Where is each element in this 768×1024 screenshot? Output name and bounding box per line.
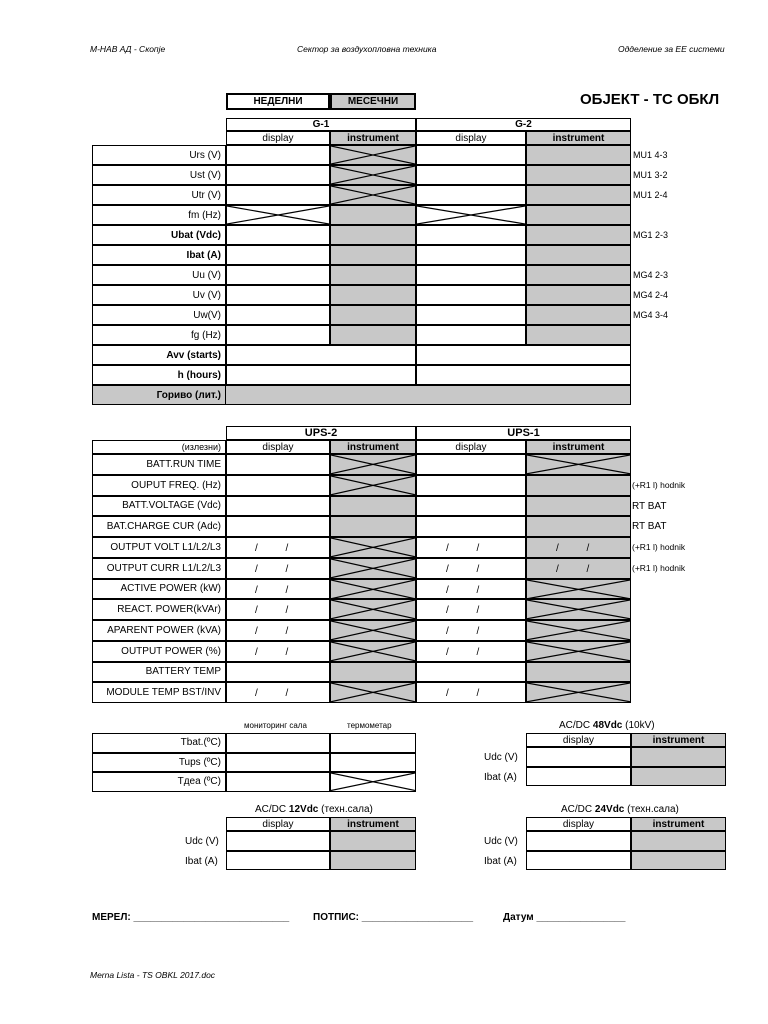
acdc-title-suffix: (техн.сала) [624, 804, 679, 815]
g2-instrument-cell [526, 305, 631, 325]
g2-instrument-cell [526, 145, 631, 165]
g1-instrument-cell [330, 245, 416, 265]
ups2-instrument-cell [330, 558, 416, 579]
acdc-title-prefix: AC/DC [255, 804, 289, 815]
g2-value-cell [416, 365, 631, 385]
g1-display-header: display [226, 131, 330, 145]
g1-instrument-cell [330, 225, 416, 245]
slash-separator: / / [556, 543, 590, 554]
g1-instrument-cell [330, 165, 416, 185]
slash-separator: / / [446, 563, 480, 575]
acdc-title-voltage: 48Vdc [592, 720, 623, 731]
signature-datum: Датум ________________ [503, 912, 626, 923]
acdc12-display-cell [226, 851, 330, 871]
acdc48-display-cell [526, 747, 631, 767]
period-monthly: МЕСЕЧНИ [330, 93, 416, 110]
acdc12-instrument-cell [330, 831, 416, 851]
ups2-header: UPS-2 [226, 426, 416, 440]
g1-instrument-cell [330, 185, 416, 205]
signature-potpis: ПОТПИС: ____________________ [313, 912, 474, 923]
g2-display-cell [416, 305, 526, 325]
gen-row-label: Uw(V) [92, 305, 226, 325]
acdc-title-prefix: AC/DC [561, 804, 595, 815]
gen-row-label: h (hours) [92, 365, 226, 385]
g1-display-cell [226, 305, 330, 325]
slash-separator: / / [255, 688, 289, 700]
g1-display-cell [226, 265, 330, 285]
g2-instrument-cell [526, 285, 631, 305]
g2-instrument-header: instrument [526, 131, 631, 145]
acdc12-instrument-cell [330, 851, 416, 871]
slash-separator: / / [255, 543, 289, 554]
acdc48-display-header: display [526, 733, 631, 747]
ups-row-label: REACT. POWER(kVAr) [92, 599, 226, 620]
g1-instrument-cell [330, 285, 416, 305]
ups1-instrument-cell [526, 475, 631, 496]
ups1-instrument-cell [526, 454, 631, 475]
ups-row-label: OUTPUT POWER (%) [92, 641, 226, 662]
ups1-display-cell [416, 475, 526, 496]
acdc-title [561, 804, 679, 815]
temp-thermometer-cell [330, 753, 416, 773]
g2-display-cell [416, 205, 526, 225]
temp-row-label: Tups (ºC) [92, 753, 226, 773]
ups-row-label: OUTPUT CURR L1/L2/L3 [92, 558, 226, 579]
temp-thermometer-cell [330, 733, 416, 753]
acdc-title-voltage: 12Vdc [288, 804, 319, 815]
g1-display-cell [226, 325, 330, 345]
g1-header: G-1 [226, 118, 416, 131]
signature-merel: МЕРЕЛ: ____________________________ [92, 912, 290, 923]
ups2-display-cell [226, 475, 330, 496]
gen-row-label: fm (Hz) [92, 205, 226, 225]
gen-row-label: Ibat (A) [92, 245, 226, 265]
g2-instrument-cell [526, 325, 631, 345]
g2-instrument-cell [526, 205, 631, 225]
g2-display-cell [416, 165, 526, 185]
acdc48-instrument-cell [631, 747, 726, 767]
g1-display-cell [226, 245, 330, 265]
g2-value-cell [416, 345, 631, 365]
acdc12-display-cell [226, 831, 330, 851]
ups-row-label: MODULE TEMP BST/INV [92, 682, 226, 703]
ups2-instrument-header: instrument [330, 440, 416, 454]
gen-side-note: MG4 2-4 [633, 290, 669, 300]
g2-display-cell [416, 245, 526, 265]
ups2-instrument-cell [330, 496, 416, 517]
ups1-display-cell [416, 662, 526, 683]
slash-separator: / / [255, 646, 289, 658]
footer-filename: Merna Lista - TS OBKL 2017.doc [90, 970, 216, 980]
acdc-title-suffix: (техн.сала) [318, 804, 373, 815]
ups1-instrument-cell [526, 496, 631, 517]
acdc48-display-cell [526, 767, 631, 787]
acdc24-row-label: Udc (V) [484, 836, 518, 847]
ups1-instrument-cell [526, 599, 631, 620]
temp-monitoring-cell [226, 772, 330, 792]
g2-display-cell [416, 225, 526, 245]
ups-row-label: BATTERY TEMP [92, 662, 226, 683]
slash-separator: / / [446, 646, 480, 658]
ups-side-note: RT BAT [632, 521, 667, 533]
ups-row-label: ACTIVE POWER (kW) [92, 579, 226, 600]
g2-display-cell [416, 265, 526, 285]
temp-row-label: Тдеа (ºC) [92, 772, 226, 792]
ups2-display-cell [226, 454, 330, 475]
g2-display-cell [416, 185, 526, 205]
acdc24-row-label: Ibat (A) [484, 855, 517, 867]
gen-row-label: Urs (V) [92, 145, 226, 165]
ups1-instrument-cell [526, 641, 631, 662]
temp-monitoring-cell [226, 753, 330, 773]
ups1-display-header: display [416, 440, 526, 454]
slash-separator: / / [255, 584, 289, 596]
gen-side-note: MU1 3-2 [633, 170, 668, 180]
acdc48-row-label: Ibat (A) [484, 771, 517, 783]
ups-outputs-label: (излезни) [92, 440, 226, 454]
period-weekly: НЕДЕЛНИ [226, 93, 330, 110]
ups1-instrument-cell [526, 516, 631, 537]
gen-row-label: Avv (starts) [92, 345, 226, 365]
slash-separator: / / [446, 626, 480, 637]
ups1-instrument-cell [526, 620, 631, 641]
temp-monitoring-cell [226, 733, 330, 753]
gen-row-label: Гориво (лит.) [92, 385, 226, 405]
acdc12-instrument-header: instrument [330, 817, 416, 831]
acdc24-instrument-header: instrument [631, 817, 726, 831]
slash-separator: / / [255, 605, 289, 617]
ups-side-note: (+R1 l) hodnik [632, 542, 686, 552]
acdc24-instrument-cell [631, 851, 726, 871]
ups1-instrument-cell [526, 662, 631, 683]
ups2-instrument-cell [330, 454, 416, 475]
acdc24-display-cell [526, 831, 631, 851]
ups-row-label: BATT.VOLTAGE (Vdc) [92, 496, 226, 517]
acdc48-instrument-header: instrument [631, 733, 726, 747]
ups2-display-header: display [226, 440, 330, 454]
g1-display-cell [226, 285, 330, 305]
g1-value-cell [226, 345, 416, 365]
ups2-instrument-cell [330, 682, 416, 703]
acdc24-display-header: display [526, 817, 631, 831]
gen-side-note: MG4 2-3 [633, 270, 669, 280]
acdc48-instrument-cell [631, 767, 726, 787]
ups1-display-cell [416, 496, 526, 517]
gen-side-note: MG1 2-3 [633, 230, 669, 240]
gen-row-label: Uu (V) [92, 265, 226, 285]
ups1-header: UPS-1 [416, 426, 631, 440]
temp-col1-header: мониторинг сала [244, 721, 307, 730]
acdc-title-voltage: 24Vdc [594, 804, 625, 815]
slash-separator: / / [446, 688, 480, 700]
ups2-instrument-cell [330, 620, 416, 641]
acdc12-display-header: display [226, 817, 330, 831]
g2-display-cell [416, 145, 526, 165]
g1-instrument-cell [330, 265, 416, 285]
ups2-display-cell [226, 496, 330, 517]
acdc-title [255, 804, 373, 815]
slash-separator: / / [255, 626, 289, 637]
g2-instrument-cell [526, 265, 631, 285]
g1-display-cell [226, 205, 330, 225]
ups-row-label: APARENT POWER (kVA) [92, 620, 226, 641]
g1-instrument-cell [330, 205, 416, 225]
ups-side-note: (+R1 l) hodnik [632, 562, 686, 573]
acdc-title-prefix: AC/DC [559, 720, 593, 731]
header-left: М-НАВ АД - Скопје [90, 44, 166, 54]
ups2-display-cell [226, 516, 330, 537]
gen-side-note: MG4 3-4 [633, 310, 669, 320]
g1-display-cell [226, 185, 330, 205]
g1-display-cell [226, 165, 330, 185]
g2-instrument-cell [526, 185, 631, 205]
g1-value-cell [226, 365, 416, 385]
g2-header: G-2 [416, 118, 631, 131]
temp-col2-header: термометар [347, 721, 392, 730]
gen-row-label: Ust (V) [92, 165, 226, 185]
ups1-display-cell [416, 454, 526, 475]
ups2-instrument-cell [330, 516, 416, 537]
ups2-instrument-cell [330, 475, 416, 496]
gen-row-label: Ubat (Vdc) [92, 225, 226, 245]
ups-row-label: BATT.RUN TIME [92, 454, 226, 475]
g2-display-cell [416, 325, 526, 345]
g1-instrument-cell [330, 145, 416, 165]
ups1-display-cell [416, 516, 526, 537]
g2-instrument-cell [526, 245, 631, 265]
acdc-title [559, 720, 655, 731]
gen-side-note: MU1 2-4 [633, 190, 668, 200]
ups2-instrument-cell [330, 641, 416, 662]
g1-instrument-cell [330, 305, 416, 325]
ups-side-note: (+R1 l) hodnik [632, 479, 686, 490]
ups-row-label: OUTPUT VOLT L1/L2/L3 [92, 537, 226, 558]
header-right: Одделение за ЕЕ системи [618, 44, 725, 54]
ups2-instrument-cell [330, 662, 416, 683]
acdc24-instrument-cell [631, 831, 726, 851]
g2-display-cell [416, 285, 526, 305]
g2-instrument-cell [526, 225, 631, 245]
gen-row-label: Utr (V) [92, 185, 226, 205]
g1-display-cell [226, 225, 330, 245]
acdc-title-suffix: (10kV) [622, 720, 655, 731]
gen-side-note: MU1 4-3 [633, 150, 668, 160]
ups1-instrument-cell [526, 682, 631, 703]
slash-separator: / / [255, 563, 289, 575]
ups-side-note: RT BAT [632, 500, 667, 512]
slash-separator: / / [446, 605, 480, 617]
acdc12-row-label: Udc (V) [185, 836, 219, 847]
g2-instrument-cell [526, 165, 631, 185]
ups2-instrument-cell [330, 599, 416, 620]
gen-row-label: Uv (V) [92, 285, 226, 305]
header-center: Сектор за воздухопловна техника [297, 44, 437, 54]
object-title: ОБЈЕКТ - ТС ОБКЛ [580, 91, 720, 108]
g1-instrument-cell [330, 325, 416, 345]
ups-row-label: OUPUT FREQ. (Hz) [92, 475, 226, 496]
acdc12-row-label: Ibat (A) [185, 855, 218, 867]
acdc24-display-cell [526, 851, 631, 871]
temp-row-label: Tbat.(ºC) [92, 733, 226, 753]
slash-separator: / / [556, 563, 590, 575]
ups1-instrument-cell [526, 579, 631, 600]
ups2-instrument-cell [330, 579, 416, 600]
ups2-instrument-cell [330, 537, 416, 558]
g2-display-header: display [416, 131, 526, 145]
ups1-instrument-header: instrument [526, 440, 631, 454]
g1-display-cell [226, 145, 330, 165]
slash-separator: / / [446, 584, 480, 596]
gen-row-label: fg (Hz) [92, 325, 226, 345]
ups2-display-cell [226, 662, 330, 683]
acdc48-row-label: Udc (V) [484, 752, 518, 763]
slash-separator: / / [446, 543, 480, 554]
ups-row-label: BAT.CHARGE CUR (Adc) [92, 516, 226, 537]
temp-thermometer-cell [330, 772, 416, 792]
g1-instrument-header: instrument [330, 131, 416, 145]
